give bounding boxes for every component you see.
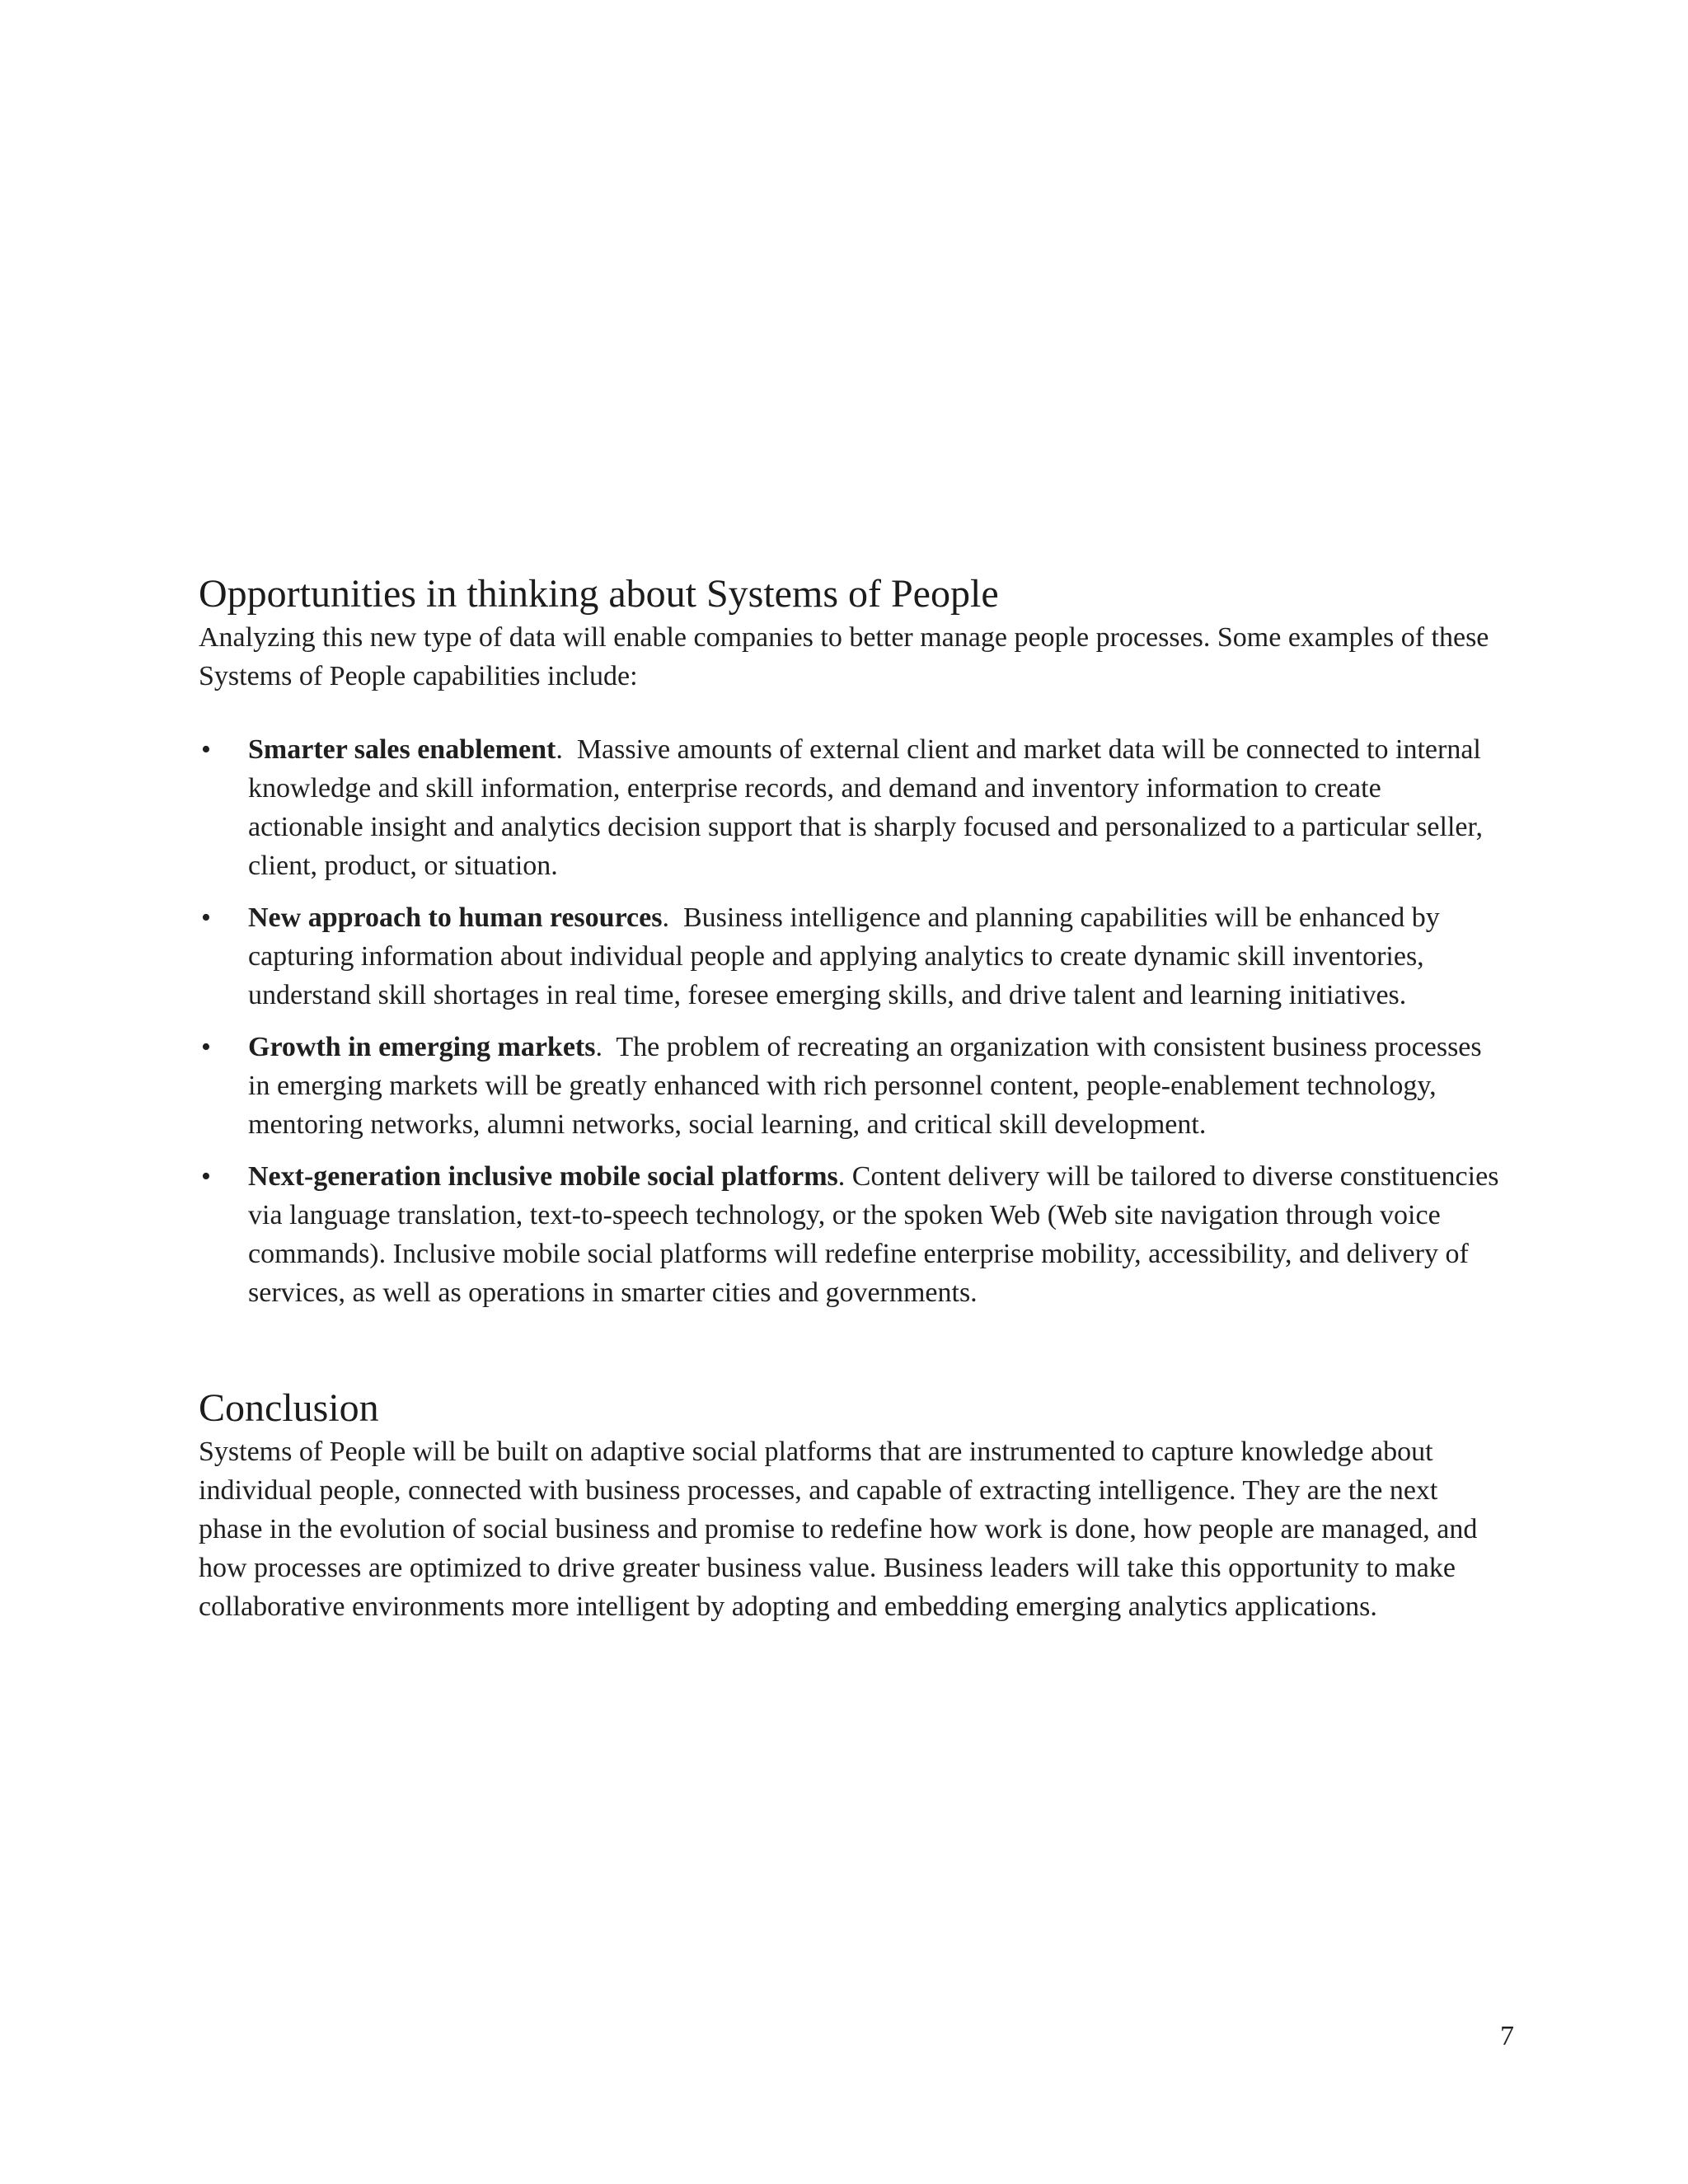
section-heading-opportunities: Opportunities in thinking about Systems of People <box>199 572 999 616</box>
bullet-icon: • <box>201 1161 211 1192</box>
list-item-title: Smarter sales enablement <box>248 734 556 765</box>
page-number: 7 <box>1500 2021 1514 2051</box>
list-item-text: Business intelligence and planning capabilities will be enhanced by capturing information about individual people and applying analytics to create dynamic skill inventories, understand skill shortages in real time, foresee emerging skills, and drive talent and learning initiatives. <box>248 902 1440 1010</box>
section-heading-conclusion: Conclusion <box>199 1386 379 1430</box>
bullet-icon: • <box>201 734 211 765</box>
list-item: • Next-generation inclusive mobile social platforms. Content delivery will be tailored to diverse constituencies via language translation, text-to-speech technology, or the spoken Web (Web site navigation through voice commands). Inclusive mobile social platforms will redefine enterprise mobility, accessibility, and delivery of services, as well as operations in smarter cities and governments. <box>199 1157 1501 1312</box>
conclusion-paragraph: Systems of People will be built on adaptive social platforms that are instrumented to capture knowledge about individual people, connected with business processes, and capable of extracting intelligence. They are the next phase in the evolution of social business and promise to redefine how work is done, how people are managed, and how processes are optimized to drive greater business value. Business leaders will take this opportunity to make collaborative environments more intelligent by adopting and embedding emerging analytics applications. <box>199 1436 1478 1622</box>
list-item-title: New approach to human resources <box>248 902 663 933</box>
list-item-text: The problem of recreating an organization with consistent business processes in emerging markets will be greatly enhanced with rich personnel content, people-enablement technology, mentoring networks, alumni networks, social learning, and critical skill development. <box>248 1032 1482 1140</box>
conclusion-section <box>199 1385 1501 1626</box>
page-content <box>199 570 1501 1626</box>
list-item-text: Massive amounts of external client and market data will be connected to internal knowledge and skill information, enterprise records, and demand and inventory information to create actionable insight and analytics decision support that is sharply focused and personalized to a particular seller, client, product, or situation. <box>248 734 1483 881</box>
list-item: • Smarter sales enablement. Massive amounts of external client and market data will be connected to internal knowledge and skill information, enterprise records, and demand and inventory information to create actionable insight and analytics decision support that is sharply focused and personalized to a particular seller, client, product, or situation. <box>199 730 1501 885</box>
capabilities-list <box>199 730 1501 1312</box>
list-item: • New approach to human resources. Business intelligence and planning capabilities will be enhanced by capturing information about individual people and applying analytics to create dynamic skill inventories, understand skill shortages in real time, foresee emerging skills, and drive talent and learning initiatives. <box>199 898 1501 1015</box>
list-item: • Growth in emerging markets. The problem of recreating an organization with consistent business processes in emerging markets will be greatly enhanced with rich personnel content, people-enablement technology, mentoring networks, alumni networks, social learning, and critical skill development. <box>199 1028 1501 1144</box>
list-item-title: Next-generation inclusive mobile social platforms <box>248 1161 838 1192</box>
section-intro-paragraph: Analyzing this new type of data will enable companies to better manage people processes. Some examples of these Systems of People capabilities include: <box>199 622 1489 691</box>
bullet-icon: • <box>201 1032 211 1062</box>
bullet-icon: • <box>201 902 211 933</box>
list-item-title: Growth in emerging markets <box>248 1032 596 1062</box>
list-item-text: Content delivery will be tailored to diverse constituencies via language translation, text-to-speech technology, or the spoken Web (Web site navigation through voice commands). Inclusive mobile social platforms will redefine enterprise mobility, accessibility, and delivery of services, as well as operations in smarter cities and governments. <box>248 1161 1499 1308</box>
